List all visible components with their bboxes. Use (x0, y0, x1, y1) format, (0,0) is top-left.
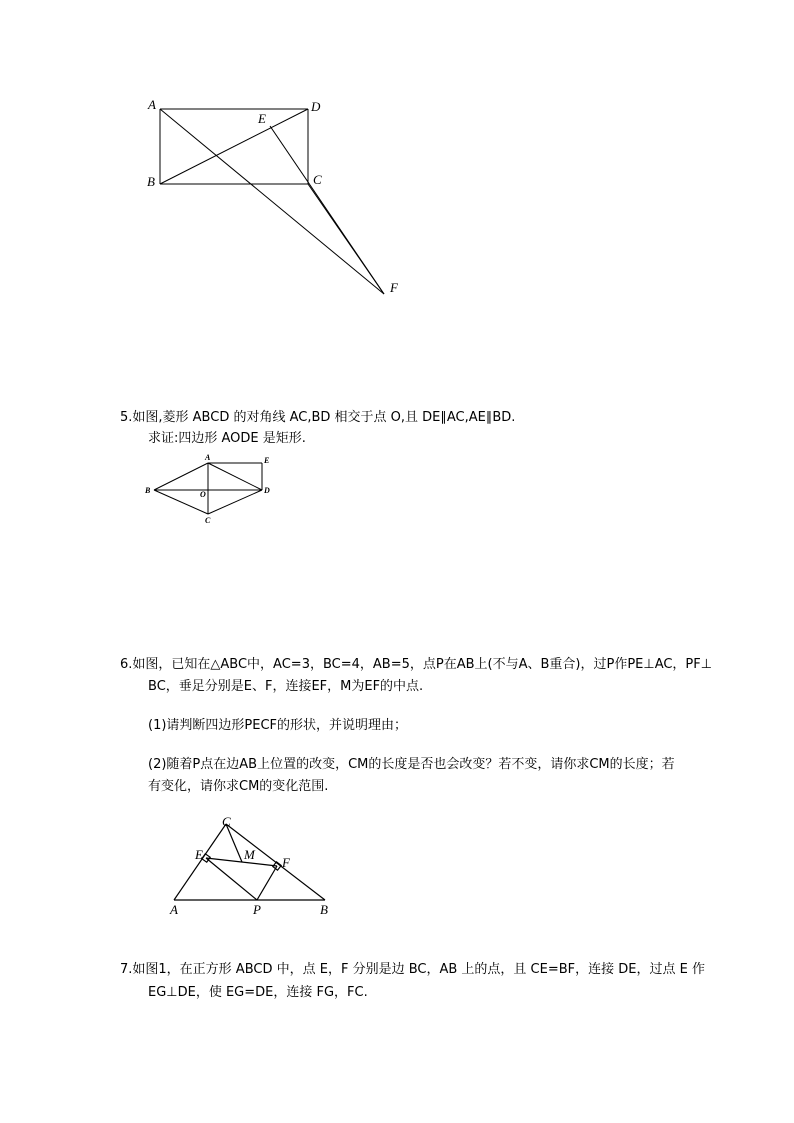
problem5-line2: 求证:四边形 AODE 是矩形. (148, 431, 306, 446)
label-a: A (170, 902, 178, 917)
segment-ac (174, 824, 226, 900)
label-c: C (222, 814, 231, 829)
label-e: E (264, 456, 270, 465)
problem6-line2: BC，垂足分别是E、F，连接EF，M为EF的中点. (148, 679, 424, 694)
label-o: O (200, 490, 206, 499)
figure-rectangle-abcd (140, 95, 410, 305)
figure-rhombus-abcd (140, 450, 280, 530)
problem7-line1: 7.如图1，在正方形 ABCD 中，点 E，F 分别是边 BC，AB 上的点，且 CE=BF，连接 DE，过点 E 作 (120, 962, 705, 977)
problem6-part2-line2: 有变化，请你求CM的变化范围. (148, 779, 329, 794)
label-e: E (195, 847, 203, 862)
figure-triangle-abc (160, 812, 350, 922)
problem6-part2-line1: (2)随着P点在边AB上位置的改变，CM的长度是否也会改变？若不变，请你求CM的长度；若 (148, 757, 675, 772)
segment-pf (257, 866, 277, 900)
label-d: D (311, 99, 321, 114)
label-b: B (145, 486, 151, 495)
problem5-line1: 5.如图,菱形 ABCD 的对角线 AC,BD 相交于点 O,且 DE∥AC,AE∥BD. (120, 410, 516, 425)
problem6-line1: 6.如图，已知在△ABC中，AC=3，BC=4，AB=5，点P在AB上(不与A、B重合)，过P作PE⊥AC，PF⊥ (120, 657, 713, 672)
segment-cd (208, 490, 262, 514)
label-e: E (258, 111, 266, 126)
segment-af (160, 109, 384, 294)
label-c: C (205, 516, 211, 525)
label-a: A (148, 97, 156, 112)
label-c: C (313, 172, 322, 187)
label-f: F (282, 855, 290, 870)
segment-bd (160, 109, 308, 184)
segment-ab (154, 463, 208, 490)
label-p: P (253, 902, 261, 917)
label-m: M (244, 847, 255, 862)
label-b: B (320, 902, 328, 917)
label-f: F (390, 280, 398, 295)
label-a: A (205, 453, 211, 462)
label-b: B (147, 174, 155, 189)
segment-ef (270, 126, 384, 294)
problem6-part1: (1)请判断四边形PECF的形状，并说明理由； (148, 718, 408, 733)
segment-da (208, 463, 262, 490)
problem7-line2: EG⊥DE，使 EG=DE，连接 FG，FC. (148, 985, 368, 1000)
label-d: D (264, 486, 270, 495)
segment-pe (206, 858, 257, 900)
